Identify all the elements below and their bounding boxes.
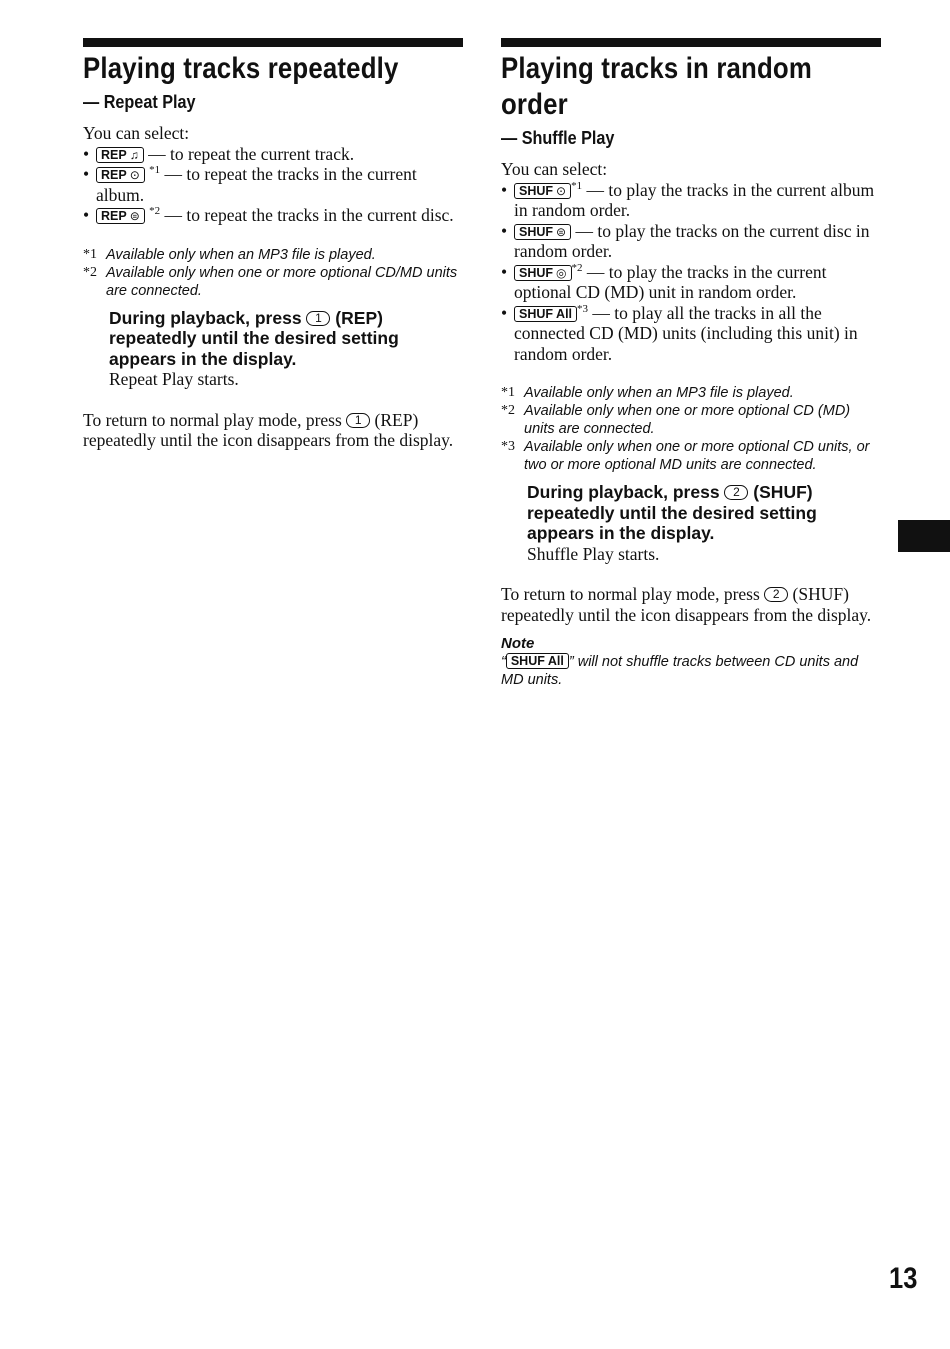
display-indicator: REP ⊙ (96, 167, 145, 183)
intro-text: You can select: (83, 123, 190, 143)
list-item: • SHUF All $^{*3}$ — to play all the tracks in all the connected CD (MD) units (including this unit) in random order. (501, 303, 881, 365)
section-rule (83, 38, 463, 47)
button-1-icon: 1 (306, 311, 330, 326)
list-item: • REP ⊙ $^{*1}$ — to repeat the tracks in the current album. (83, 164, 463, 205)
step-result: Repeat Play starts. (109, 369, 239, 389)
multi-disc-icon: ⊜ (556, 224, 567, 239)
display-indicator: SHUF ⊜ (514, 224, 571, 240)
footnote: *2 Available only when one or more optional CD (MD) units are connected. (501, 403, 851, 437)
return-instruction: To return to normal play mode, press 1 (REP) repeatedly until the icon disappears from the display. (83, 409, 454, 450)
button-2-icon: 2 (724, 485, 748, 500)
list-item: • REP ♫ — to repeat the current track. (83, 144, 463, 165)
disc-icon: ⊙ (556, 183, 567, 198)
section-title: Playing tracks repeatedly (83, 52, 399, 85)
list-item: • SHUF ◎ $^{*2}$ — to play the tracks in the current optional CD (MD) unit in random order. (501, 262, 881, 303)
footnote: *1 Available only when an MP3 file is played. (501, 385, 794, 401)
instruction-step: During playback, press 1 (REP) repeatedly until the desired setting appears in the display. (109, 307, 399, 369)
section-subtitle: — Repeat Play (83, 92, 196, 112)
display-indicator: REP ⊜ (96, 208, 145, 224)
display-indicator: SHUF ⊙ (514, 183, 571, 199)
page-number: 13 (888, 1262, 917, 1295)
footnote: *2 Available only when one or more optional CD/MD units are connected. (83, 264, 458, 299)
return-instruction: To return to normal play mode, press 2 (SHUF) repeatedly until the icon disappears from the display. (501, 584, 872, 625)
shuffle-play-section (501, 38, 881, 689)
section-rule (501, 38, 881, 47)
music-note-icon: ♫ (129, 147, 139, 162)
footnotes (501, 384, 881, 474)
option-list (83, 144, 463, 226)
footnote: *3 Available only when one or more optional CD units, or two or more optional MD units are connected. (501, 439, 870, 473)
instruction-step: During playback, press 2 (SHUF) repeatedly until the desired setting appears in the display. (527, 482, 817, 543)
note-heading: Note (501, 635, 535, 652)
list-item: • SHUF ⊜ — to play the tracks on the current disc in random order. (501, 221, 881, 262)
display-indicator: SHUF All (514, 306, 577, 322)
multi-disc-icon: ⊜ (129, 209, 140, 223)
changer-icon: ◎ (556, 265, 567, 280)
display-indicator: SHUF ◎ (514, 265, 572, 281)
list-item: • SHUF ⊙ $^{*1}$ — to play the tracks in the current album in random order. (501, 180, 881, 221)
footnotes (83, 246, 463, 300)
disc-icon: ⊙ (129, 168, 140, 182)
section-tab-marker (898, 520, 950, 552)
section-title: Playing tracks in random order (501, 52, 812, 121)
note-text: “ SHUF All ” will not shuffle tracks between CD units and MD units. (501, 654, 859, 688)
button-1-icon: 1 (346, 413, 370, 428)
footnote: *1 Available only when an MP3 file is played. (83, 246, 376, 263)
list-item: • REP ⊜ $^{*2}$ — to repeat the tracks in the current disc. (83, 205, 463, 226)
display-indicator: REP ♫ (96, 147, 144, 163)
repeat-play-section (83, 38, 463, 451)
section-subtitle: — Shuffle Play (501, 128, 615, 148)
step-result: Shuffle Play starts. (527, 543, 660, 564)
display-indicator: SHUF All (506, 653, 569, 669)
intro-text: You can select: (501, 159, 608, 179)
button-2-icon: 2 (764, 587, 788, 602)
option-list (501, 180, 881, 365)
